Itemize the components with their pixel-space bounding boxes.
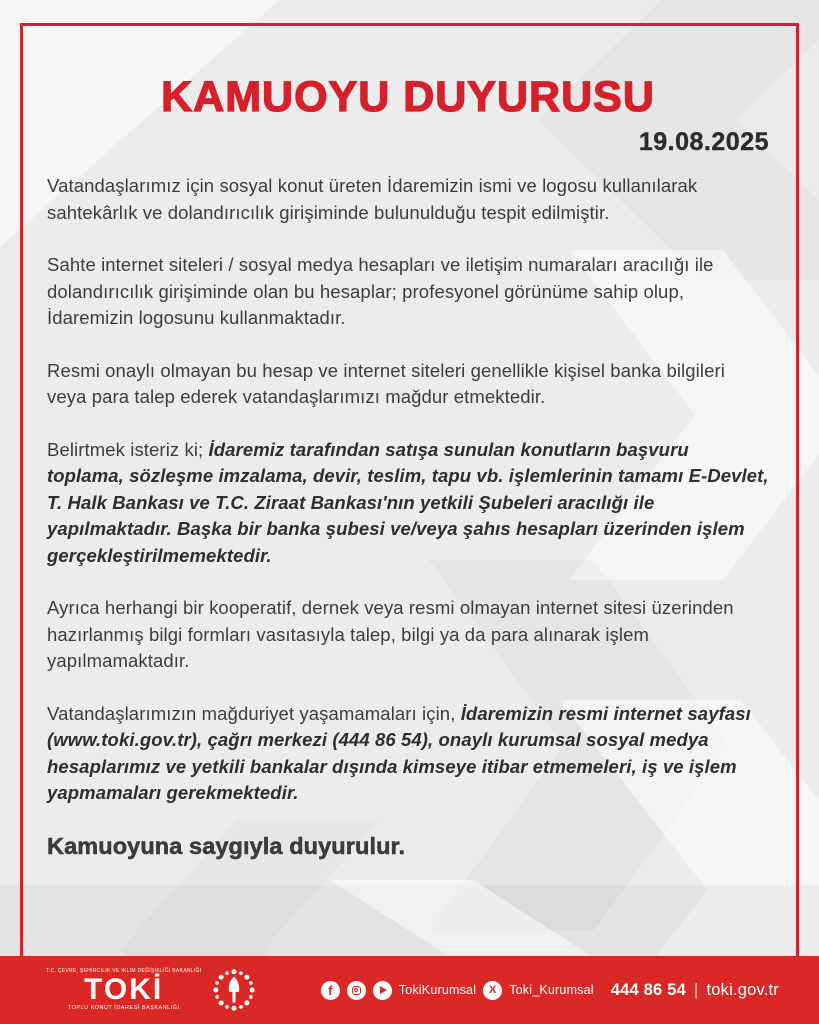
- footer-social-contact: [321, 981, 779, 1000]
- youtube-icon: [373, 981, 392, 1000]
- paragraph-6-lead: Vatandaşlarımızın mağduriyet yaşamamaları için,: [47, 702, 461, 724]
- paragraph-4-emphasis: İdaremiz tarafından satışa sunulan konutların başvuru toplama, sözleşme imzalama, devir, teslim, tapu vb. işlemlerinin tamamı E-Devlet, T. Halk Bankası ve T.C. Ziraat Bankası'nın yetkili Şubeleri aracılığı ile yapılmaktadır. Başka bir banka şubesi ve/veya şahıs hesapları üzerinden işlem gerçekleştirilmemektedir.: [47, 438, 769, 566]
- phone-number: 444 86 54: [610, 980, 686, 999]
- instagram-icon: [347, 981, 366, 1000]
- paragraph-4-lead: Belirtmek isteriz ki;: [47, 438, 209, 460]
- announcement-content: [47, 74, 769, 885]
- page-title: KAMUOYU DUYURUSU: [161, 73, 655, 121]
- toki-unit-name: TOPLU KONUT İDARESİ BAŞKANLIĞI: [67, 1005, 180, 1011]
- x-icon: X: [483, 981, 502, 1000]
- paragraph-3: Resmi onaylı olmayan bu hesap ve internet siteleri genellikle kişisel banka bilgileri veya para talep ederek vatandaşlarımızı mağdur etmektedir.: [47, 359, 725, 407]
- paragraph-1: Vatandaşlarımız için sosyal konut üreten İdaremizin ismi ve logosu kullanılarak sahtekârlık ve dolandırıcılık girişiminde bulunulduğu tespit edilmiştir.: [47, 175, 698, 223]
- footer-bar: [0, 956, 819, 1024]
- announcement-body: [47, 173, 769, 859]
- website-url: toki.gov.tr: [706, 980, 779, 999]
- paragraph-4: [47, 437, 769, 570]
- closing-line: Kamuoyuna saygıyla duyurulur.: [47, 832, 406, 859]
- social-handle-x: Toki_Kurumsal: [509, 983, 594, 997]
- announcement-date: 19.08.2025: [638, 128, 769, 156]
- ministry-name: T.C. ÇEVRE, ŞEHİRCİLİK VE İKLİM DEĞİŞİKLİĞİ BAKANLIĞI: [46, 968, 202, 974]
- toki-wordmark: TOKİ: [84, 973, 164, 1006]
- footer-contact: [611, 981, 779, 1000]
- toki-logo: [46, 967, 257, 1013]
- social-handle-main: TokiKurumsal: [398, 983, 477, 997]
- paragraph-2: Sahte internet siteleri / sosyal medya hesapları ve iletişim numaraları aracılığı ile dolandırıcılık girişiminde olan bu hesaplar; profesyonel görünüme sahip olup, İdaremizin logosunu kullanmaktadır.: [47, 254, 714, 328]
- facebook-icon: f: [321, 981, 340, 1000]
- toki-emblem-icon: [211, 967, 257, 1013]
- paragraph-5: Ayrıca herhangi bir kooperatif, dernek veya resmi olmayan internet sitesi üzerinden hazırlanmış bilgi formları vasıtasıyla talep, bilgi ya da para alınarak işlem yapılmamaktadır.: [47, 597, 734, 671]
- paragraph-6-emphasis: İdaremizin resmi internet sayfası (www.toki.gov.tr), çağrı merkezi (444 86 54), onaylı kurumsal sosyal medya hesaplarımız ve yetkili bankalar dışında kimseye itibar etmemeleri, iş ve işlem yapmamaları gerekmektedir.: [47, 702, 751, 803]
- toki-logo-text: [46, 968, 201, 1012]
- contact-separator: |: [693, 980, 699, 999]
- paragraph-6: [47, 701, 769, 807]
